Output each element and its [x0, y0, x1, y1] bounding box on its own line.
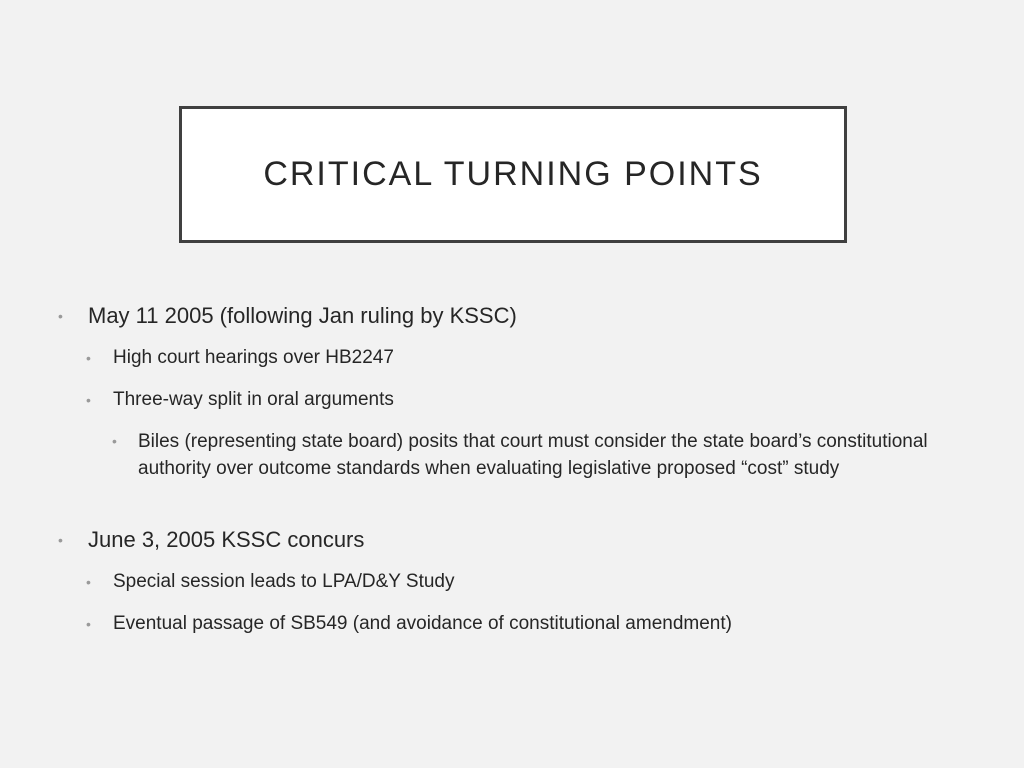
slide-title: CRITICAL TURNING POINTS [263, 155, 763, 193]
bullet-text: High court hearings over HB2247 [113, 347, 394, 368]
bullet-icon: • [86, 350, 91, 366]
bullet-item-may-11 [58, 301, 517, 331]
bullet-text: Biles (representing state board) posits that court must consider the state board’s constitutional authority over outcome standards when evaluating legislative proposed “cost” study [138, 431, 928, 479]
bullet-item-june-3 [58, 525, 364, 555]
bullet-item-biles [112, 428, 938, 482]
bullet-item-three-way [86, 387, 394, 413]
bullet-text: Eventual passage of SB549 (and avoidance of constitutional amendment) [113, 613, 732, 634]
bullet-icon: • [86, 574, 91, 590]
bullet-text: May 11 2005 (following Jan ruling by KSSC) [88, 303, 517, 328]
bullet-icon: • [112, 433, 117, 449]
bullet-icon: • [58, 532, 63, 548]
bullet-icon: • [86, 392, 91, 408]
bullet-icon: • [86, 616, 91, 632]
title-box [179, 106, 847, 243]
bullet-text: June 3, 2005 KSSC concurs [88, 527, 365, 552]
bullet-text: Three-way split in oral arguments [113, 389, 394, 410]
bullet-item-special-session [86, 569, 455, 595]
bullet-item-high-court [86, 345, 394, 371]
bullet-icon: • [58, 308, 63, 324]
bullet-item-sb549 [86, 611, 732, 637]
bullet-text: Special session leads to LPA/D&Y Study [113, 571, 455, 592]
